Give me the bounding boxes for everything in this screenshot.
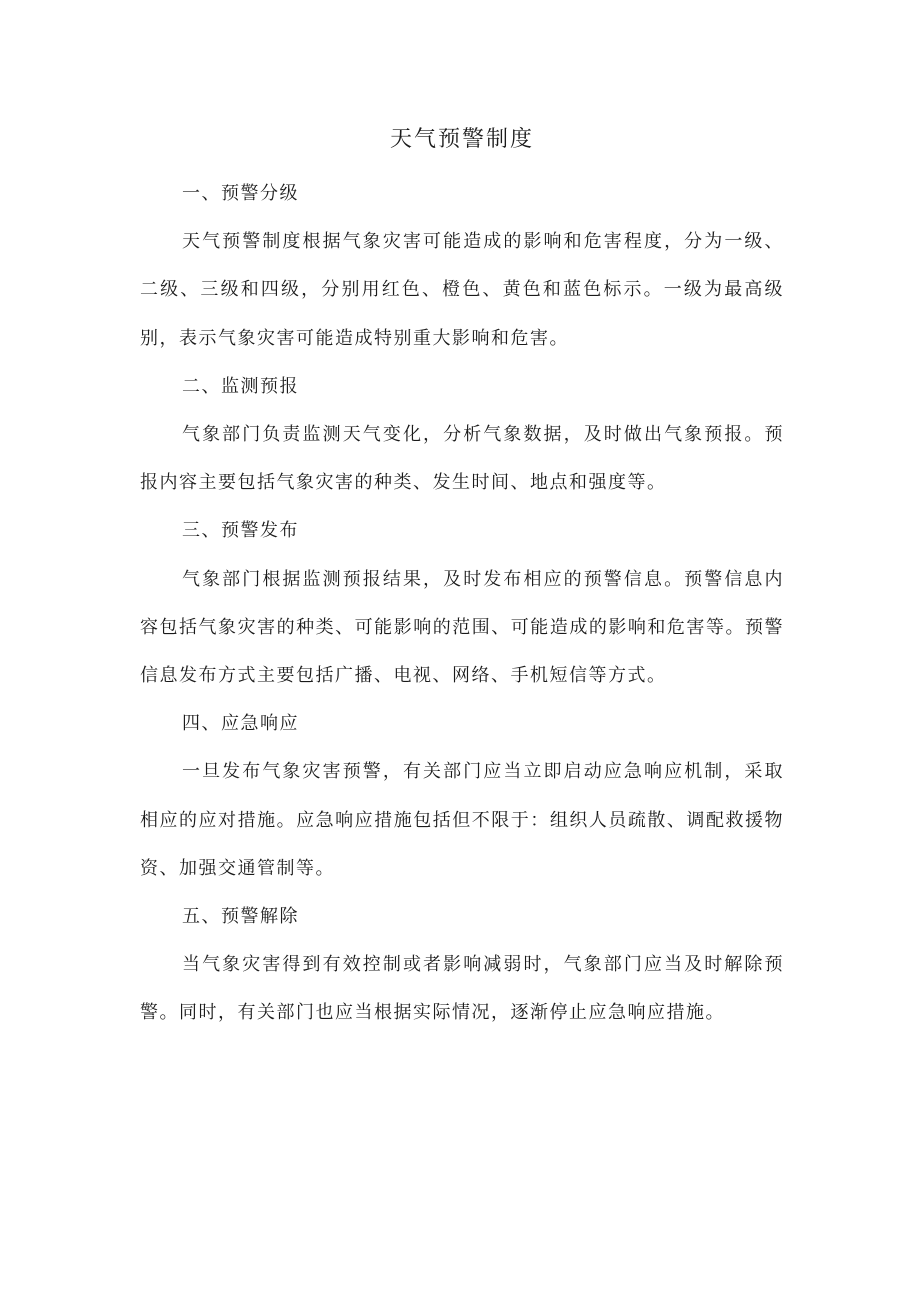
section-heading: 一、预警分级 <box>182 183 299 204</box>
section-heading: 三、预警发布 <box>182 520 299 542</box>
document-title: 天气预警制度 <box>389 127 534 152</box>
section-paragraph: 当气象灾害得到有效控制或者影响减弱时，气象部门应当及时解除预警。同时，有关部门也应当根据实际情况，逐渐停止应急响应措施。 <box>140 954 784 1024</box>
section-paragraph: 天气预警制度根据气象灾害可能造成的影响和危害程度，分为一级、二级、三级和四级，分别用红色、橙色、黄色和蓝色标示。一级为最高级别，表示气象灾害可能造成特别重大影响和危害。 <box>140 231 784 349</box>
section-heading: 二、监测预报 <box>182 375 299 397</box>
section-warning-levels <box>140 170 784 363</box>
section-monitoring-forecast <box>140 363 784 508</box>
section-heading: 五、预警解除 <box>182 906 299 928</box>
section-paragraph: 气象部门负责监测天气变化，分析气象数据，及时做出气象预报。预报内容主要包括气象灾害的种类、发生时间、地点和强度等。 <box>140 424 784 494</box>
section-warning-release <box>140 507 784 700</box>
document-body <box>140 170 784 1038</box>
section-paragraph: 气象部门根据监测预报结果，及时发布相应的预警信息。预警信息内容包括气象灾害的种类、可能影响的范围、可能造成的影响和危害等。预警信息发布方式主要包括广播、电视、网络、手机短信等方式。 <box>140 568 784 687</box>
section-emergency-response <box>140 700 784 893</box>
section-paragraph: 一旦发布气象灾害预警，有关部门应当立即启动应急响应机制，采取相应的应对措施。应急响应措施包括但不限于：组织人员疏散、调配救援物资、加强交通管制等。 <box>140 761 784 879</box>
section-heading: 四、应急响应 <box>182 713 299 735</box>
section-warning-lift <box>140 893 784 1038</box>
